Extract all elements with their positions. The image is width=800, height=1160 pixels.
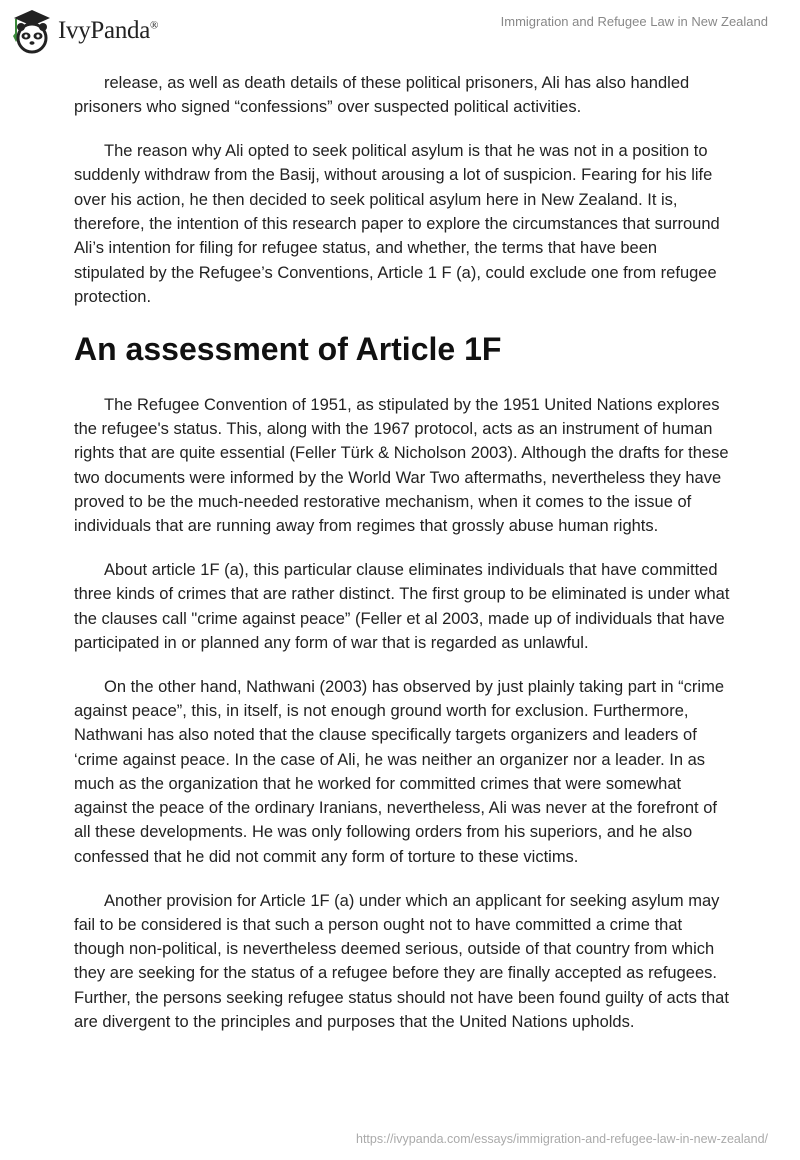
document-title: Immigration and Refugee Law in New Zealand	[500, 14, 768, 29]
paragraph: On the other hand, Nathwani (2003) has observed by just plainly taking part in “crime against peace”, this, in itself, is not enough ground worth for exclusion. Furthermore, Nathwani has also noted that the clause specifically targets organizers and leaders of ‘crime against peace. In the case of Ali, he was neither an organizer nor a leader. In as much as the organization that he worked for committed crimes that were somewhat against the peace of the ordinary Iranians, nevertheless, Ali was never at the forefront of all these developments. He was only following orders from his superiors, and he also confessed that he did not commit any form of torture to these victims.	[74, 677, 724, 866]
paragraph: The Refugee Convention of 1951, as stipulated by the 1951 United Nations explores the refugee's status. This, along with the 1967 protocol, acts as an instrument of human rights that are quite essential (Feller Türk & Nicholson 2003). Although the drafts for these two documents were informed by the World War Two aftermaths, nevertheless they have proved to be the much-needed restorative mechanism, when it comes to the issue of individuals that are running away from regimes that grossly abuse human rights.	[74, 395, 729, 536]
panda-graduate-icon	[12, 8, 52, 54]
paragraph: About article 1F (a), this particular clause eliminates individuals that have committed three kinds of crimes that are rather distinct. The first group to be eliminated is under what the clauses call "crime against peace” (Feller et al 2003, made up of individuals that have participated in or planned any form of war that is regarded as unlawful.	[74, 560, 730, 652]
logo-text	[58, 17, 158, 45]
registered-mark: ®	[150, 19, 159, 32]
paragraph: The reason why Ali opted to seek political asylum is that he was not in a position to suddenly withdraw from the Basij, without arousing a lot of suspicion. Fearing for his life over his action, he then decided to seek political asylum here in New Zealand. It is, therefore, the intention of this research paper to explore the circumstances that surround Ali’s intention for filing for refugee status, and whether, the terms that have been stipulated by the Refugee’s Conventions, Article 1 F (a), could exclude one from refugee protection.	[74, 142, 720, 306]
section-heading: An assessment of Article 1F	[74, 330, 502, 367]
logo-wordmark: IvyPanda	[58, 17, 151, 44]
paragraph: Another provision for Article 1F (a) under which an applicant for seeking asylum may fail to be considered is that such a person ought not to have committed a crime that though non-political, is nevertheless deemed serious, outside of that country from which they are seeking for the status of a refugee before they are finally accepted as refugees. Further, the persons seeking refugee status should not have been found guilty of acts that are divergent to the principles and purposes that the United Nations upholds.	[74, 891, 729, 1031]
essay-content	[74, 71, 732, 1054]
page-header	[0, 0, 800, 60]
ivypanda-logo[interactable]	[12, 8, 158, 54]
paragraph: release, as well as death details of these political prisoners, Ali has also handled prisoners who signed “confessions” over suspected political activities.	[74, 74, 690, 117]
source-url[interactable]: https://ivypanda.com/essays/immigration-and-refugee-law-in-new-zealand/	[356, 1132, 768, 1146]
